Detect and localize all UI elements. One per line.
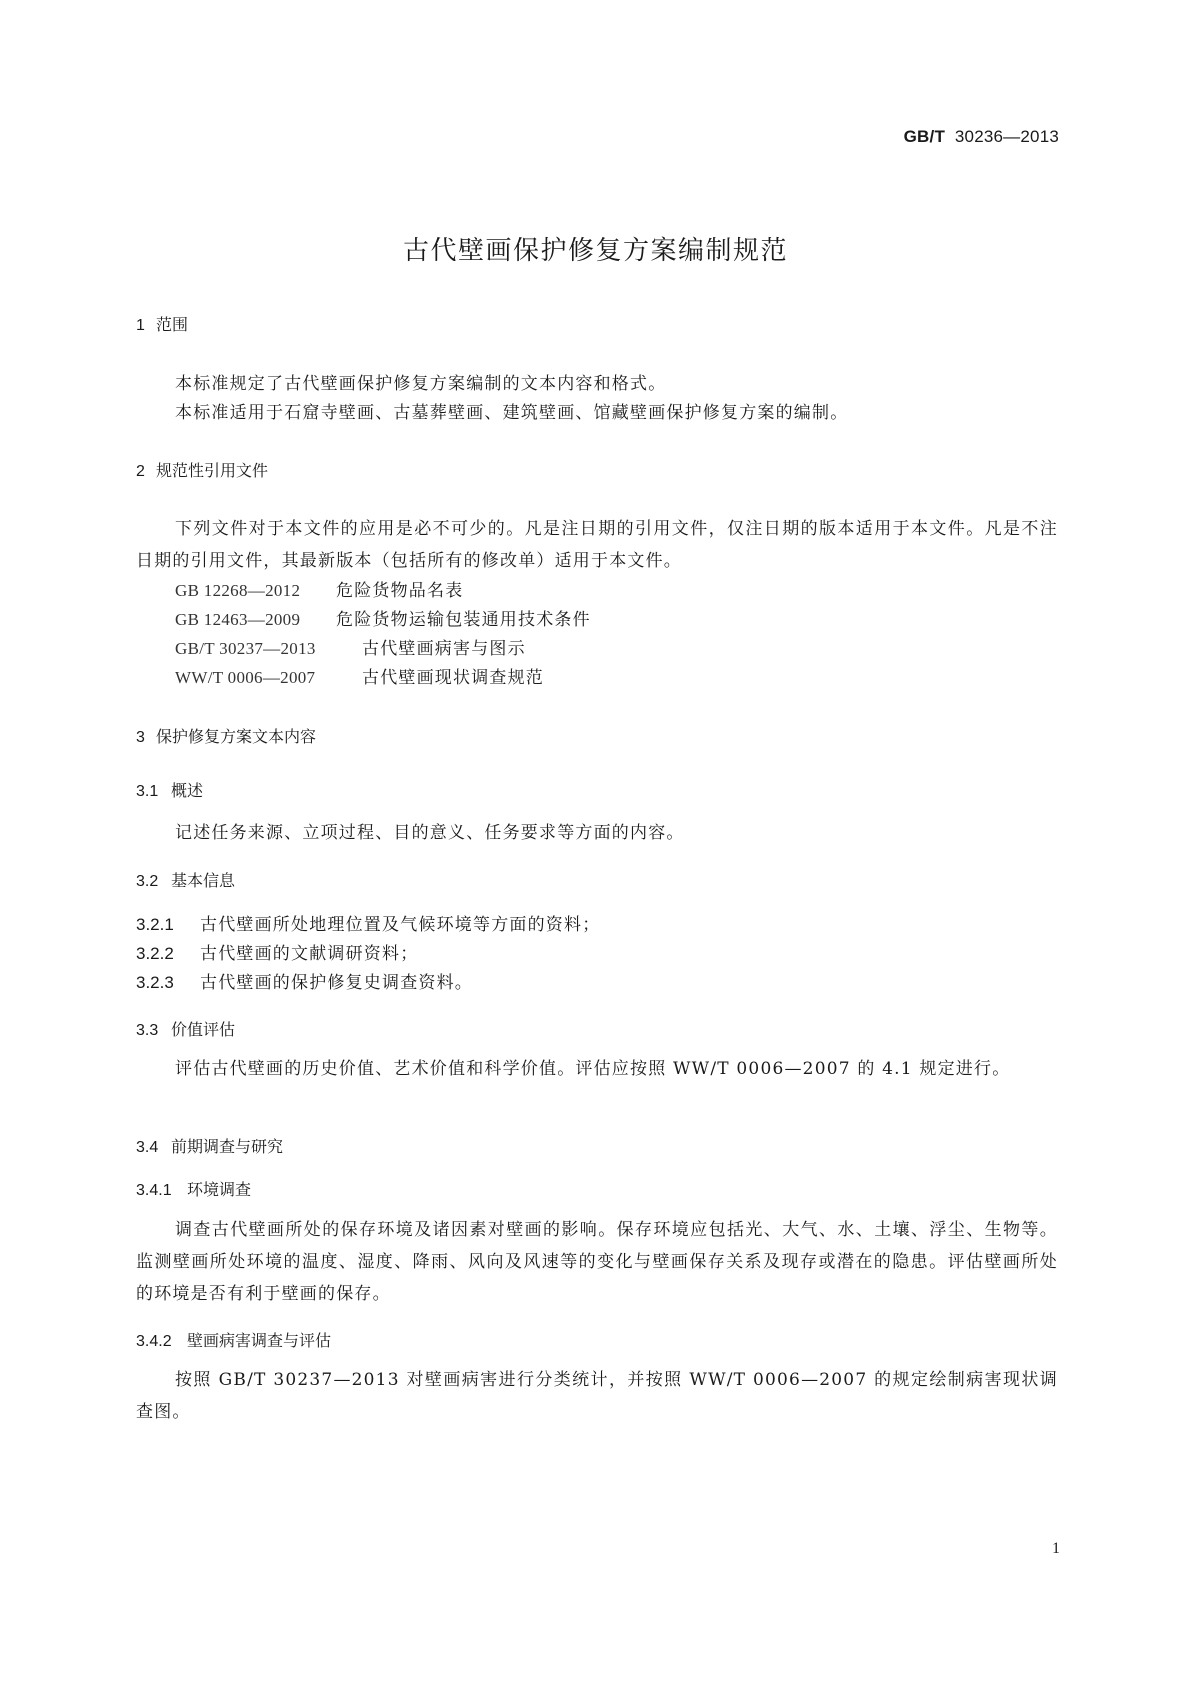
subsection-title: 概述 [171,781,204,800]
reference-item [175,634,526,659]
subsection-3-4-2-heading [136,1328,331,1351]
paragraph: 下列文件对于本文件的应用是必不可少的。凡是注日期的引用文件，仅注日期的版本适用于本文件。凡是不注日期的引用文件，其最新版本（包括所有的修改单）适用于本文件。 [136,519,1058,571]
reference-name: 危险货物品名表 [336,581,464,601]
reference-name: 古代壁画现状调查规范 [362,668,544,688]
item-text: 古代壁画的保护修复史调查资料。 [200,973,473,993]
section-1-heading [136,312,188,335]
reference-code: GB/T 30237—2013 [175,639,316,658]
paragraph: 按照 GB/T 30237—2013 对壁画病害进行分类统计，并按照 WW/T 0006—2007 的规定绘制病害现状调查图。 [136,1370,1058,1422]
subsection-title: 环境调查 [187,1180,252,1199]
reference-item [175,605,591,630]
subsection-number: 3.4 [136,1139,159,1156]
list-item [136,939,418,964]
section-3-heading [136,724,316,747]
reference-code: WW/T 0006—2007 [175,668,316,687]
subsection-number: 3.2 [136,873,159,890]
item-number: 3.2.3 [136,973,174,992]
item-number: 3.2.1 [136,915,174,934]
standard-prefix: GB/T [903,127,946,146]
section-title: 保护修复方案文本内容 [156,727,317,746]
paragraph: 本标准规定了古代壁画保护修复方案编制的文本内容和格式。 [175,374,667,394]
paragraph: 调查古代壁画所处的保存环境及诸因素对壁画的影响。保存环境应包括光、大气、水、土壤、浮尘、生物等。监测壁画所处环境的温度、湿度、降雨、风向及风速等的变化与壁画保存关系及现存或潜在的隐患。评估壁画所处的环境是否有利于壁画的保存。 [136,1220,1058,1304]
list-item [136,968,473,993]
subsection-number: 3.4.1 [136,1182,172,1199]
section-title: 范围 [156,315,189,334]
subsection-title: 前期调查与研究 [171,1137,284,1156]
subsection-3-4-heading [136,1134,283,1157]
paragraph: 记述任务来源、立项过程、目的意义、任务要求等方面的内容。 [175,823,685,843]
paragraph: 评估古代壁画的历史价值、艺术价值和科学价值。评估应按照 WW/T 0006—2007 的 4.1 规定进行。 [175,1059,1011,1079]
standard-code: 30236—2013 [954,127,1059,146]
subsection-title: 基本信息 [171,871,236,890]
document-title: 古代壁画保护修复方案编制规范 [402,236,788,266]
reference-item [175,576,463,601]
paragraph: 本标准适用于石窟寺壁画、古墓葬壁画、建筑壁画、馆藏壁画保护修复方案的编制。 [175,403,849,423]
reference-code: GB 12463—2009 [175,610,301,629]
subsection-number: 3.3 [136,1022,159,1039]
standard-number [904,127,1059,147]
item-number: 3.2.2 [136,944,174,963]
section-title: 规范性引用文件 [156,461,269,480]
item-text: 古代壁画所处地理位置及气候环境等方面的资料； [200,915,601,935]
subsection-3-3-heading [136,1017,235,1040]
section-number: 3 [136,729,145,746]
subsection-3-1-heading [136,778,203,801]
subsection-title: 价值评估 [171,1020,236,1039]
section-2-heading [136,458,268,481]
reference-code: GB 12268—2012 [175,581,301,600]
subsection-title: 壁画病害调查与评估 [187,1331,332,1350]
reference-item [175,663,544,688]
subsection-number: 3.1 [136,783,159,800]
reference-name: 危险货物运输包装通用技术条件 [336,610,591,630]
page-number: 1 [1052,1540,1060,1557]
subsection-number: 3.4.2 [136,1333,172,1350]
section-number: 1 [136,317,145,334]
item-text: 古代壁画的文献调研资料； [200,944,419,964]
list-item [136,910,600,935]
reference-name: 古代壁画病害与图示 [362,639,526,659]
section-number: 2 [136,463,145,480]
subsection-3-4-1-heading [136,1177,251,1200]
subsection-3-2-heading [136,868,235,891]
